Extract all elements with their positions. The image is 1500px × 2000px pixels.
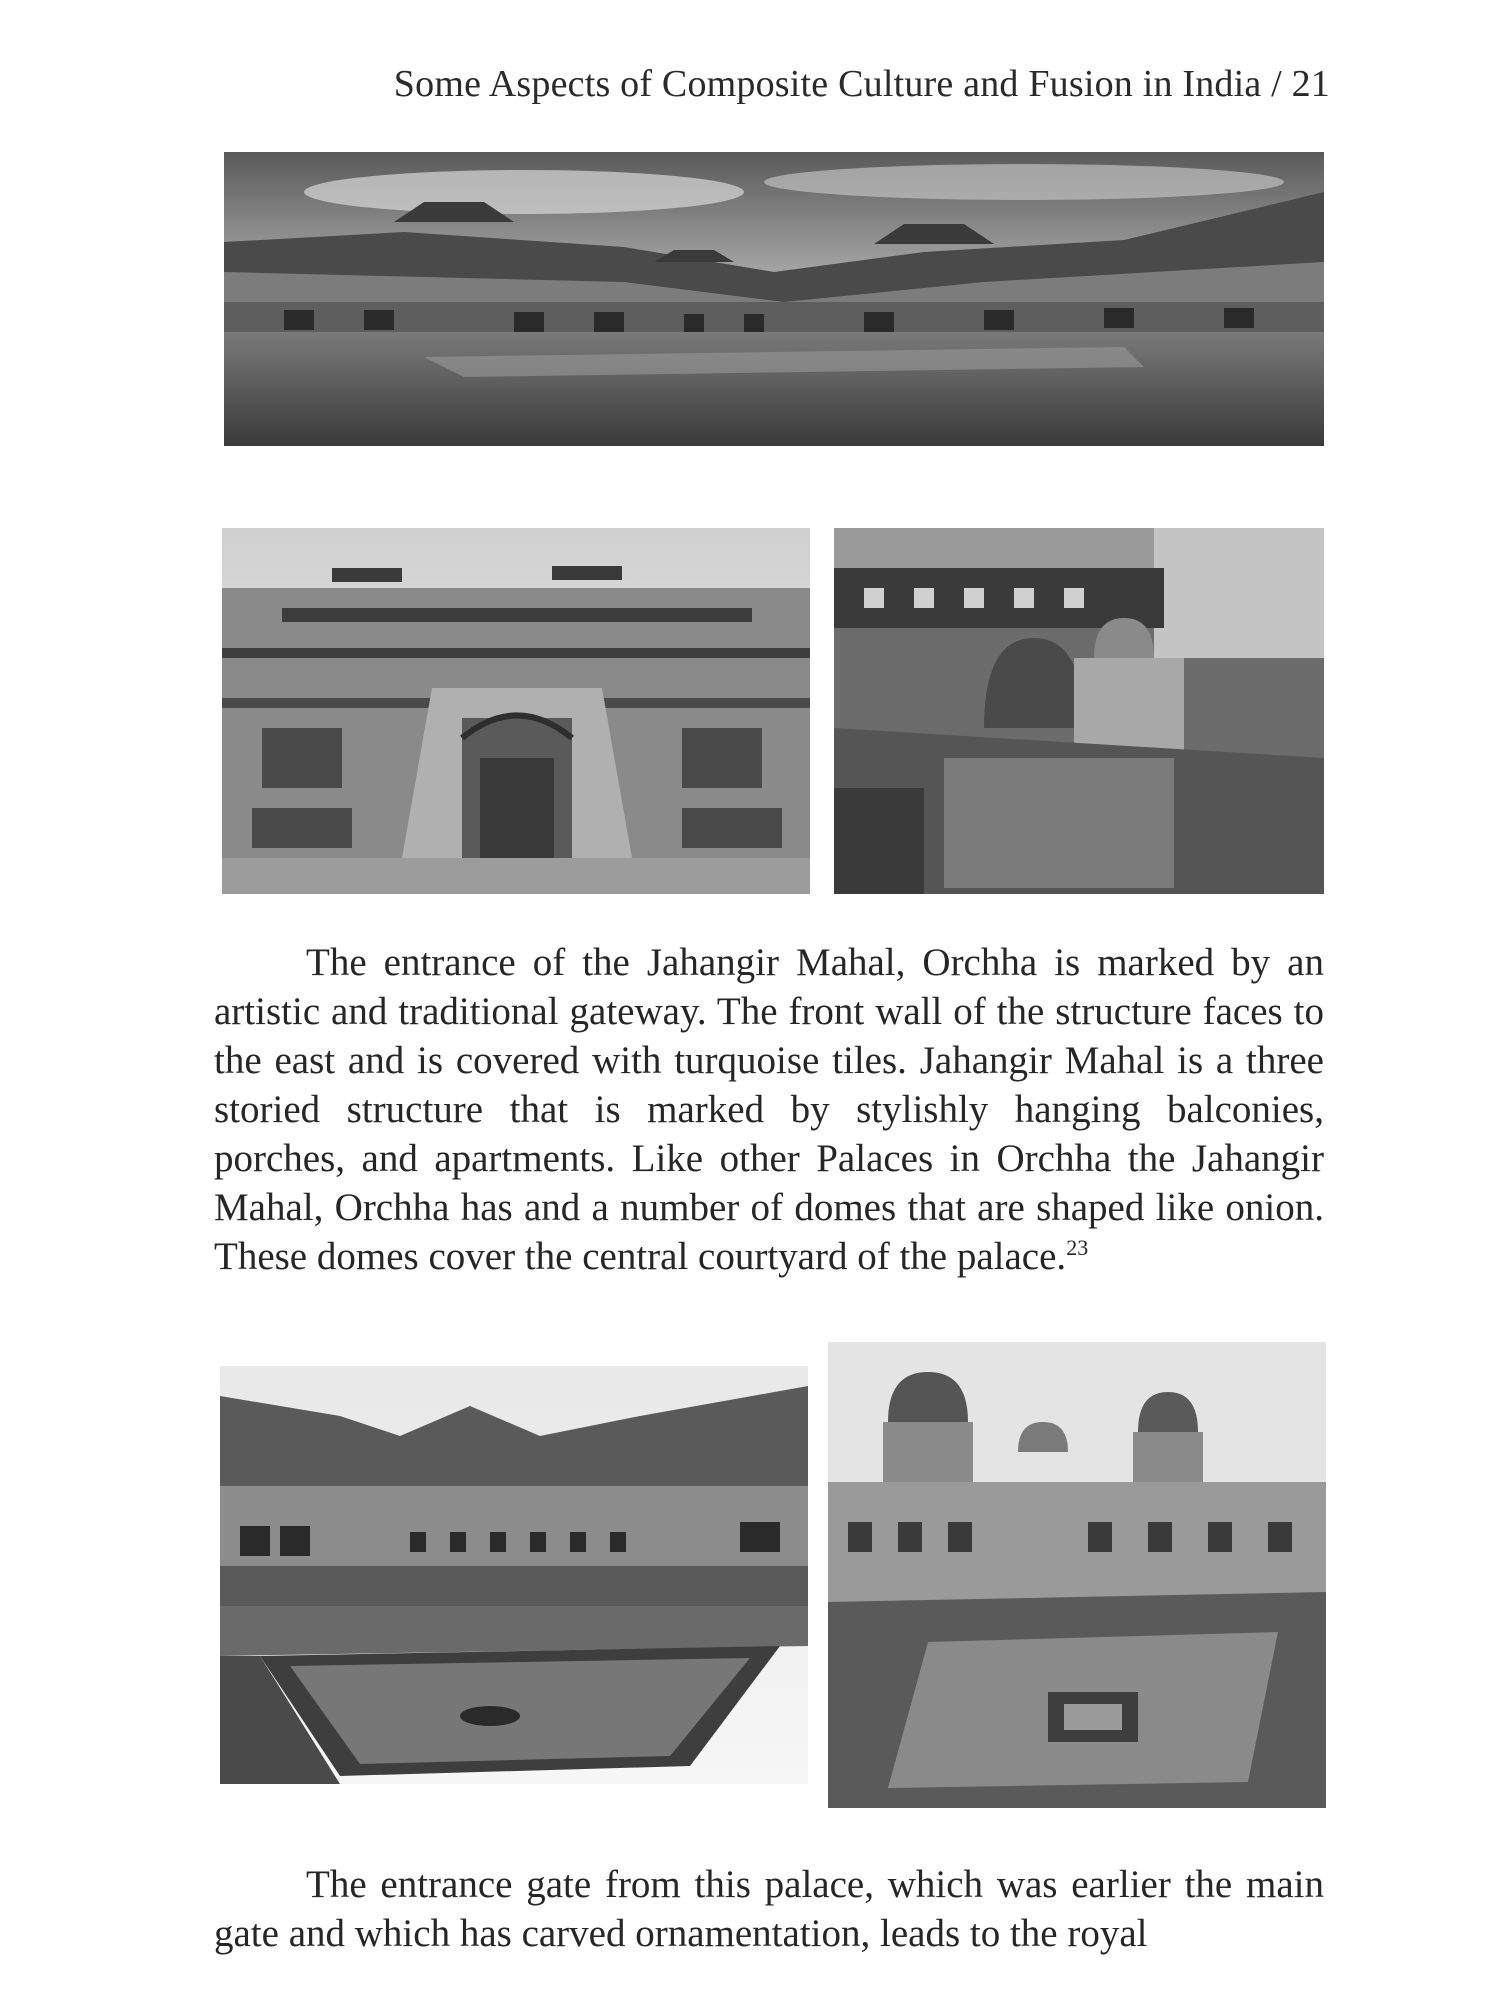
body-paragraph-2 bbox=[214, 1860, 1324, 1958]
body-paragraph-1 bbox=[214, 938, 1324, 1281]
palace-gateway-photo bbox=[222, 528, 810, 894]
running-header: Some Aspects of Composite Culture and Fusion in India / 21 bbox=[393, 63, 1330, 105]
inner-courtyard-photo bbox=[220, 1366, 808, 1784]
courtyard-domes-photo bbox=[828, 1342, 1326, 1808]
footnote-ref-23: 23 bbox=[1066, 1235, 1089, 1260]
paragraph-1-text: The entrance of the Jahangir Mahal, Orchha is marked by an artistic and traditional gateway. The front wall of the structure faces to the east and is covered with turquoise tiles. Jahangir Mahal is a three storied structure that is marked by stylishly hanging balconies, porches, and apartments. Like other Palaces in Orchha the Jahangir Mahal, Orchha has and a number of domes that are shaped like onion. These domes cover the central courtyard of the palace. bbox=[214, 941, 1324, 1278]
panorama-courtyard-photo bbox=[224, 152, 1324, 446]
palace-domes-photo bbox=[834, 528, 1324, 894]
paragraph-2-text: The entrance gate from this palace, which was earlier the main gate and which has carved ornamentation, leads to the royal bbox=[214, 1863, 1324, 1955]
